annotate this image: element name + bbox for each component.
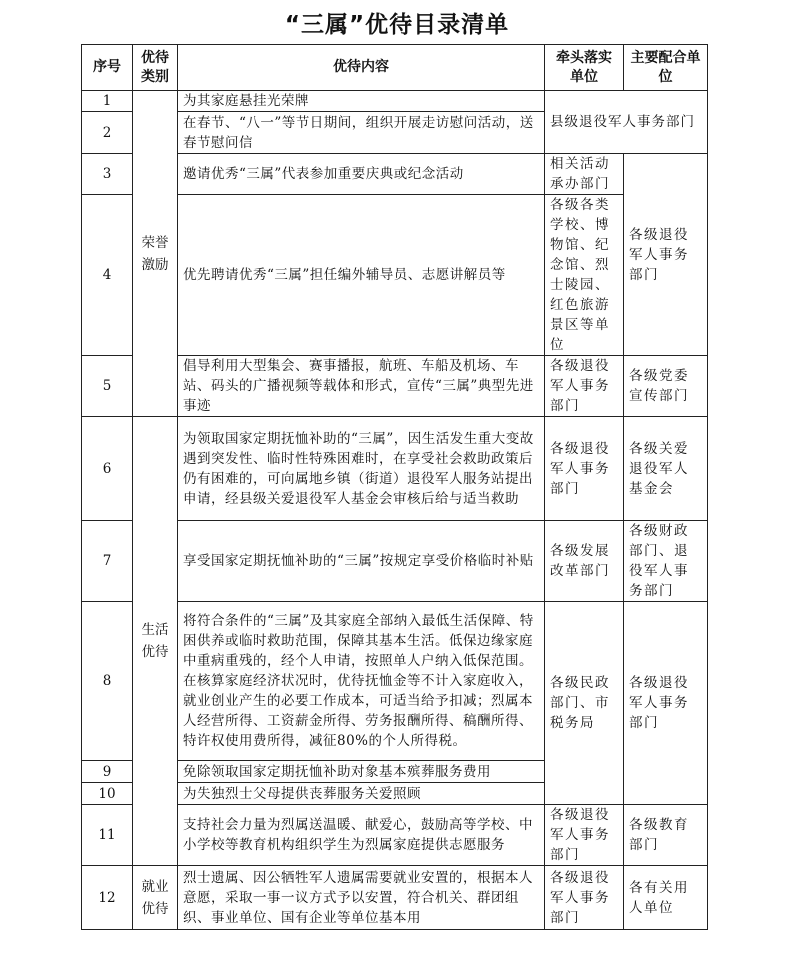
lead-unit: 各级各类学校、博物馆、纪念馆、烈士陵园、红色旅游景区等单位: [545, 195, 624, 356]
coop-unit: 各级教育部门: [624, 805, 708, 866]
table-row: [82, 866, 708, 930]
header-coop-unit: 主要配合单位: [624, 45, 708, 91]
row-num: 5: [82, 356, 133, 417]
row-num: 3: [82, 154, 133, 195]
row-content: 免除领取国家定期抚恤补助对象基本殡葬服务费用: [178, 761, 545, 783]
row-content: 支持社会力量为烈属送温暖、献爱心，鼓励高等学校、中小学校等教育机构组织学生为烈属家庭提供志愿服务: [178, 805, 545, 866]
lead-unit: 县级退役军人事务部门: [545, 91, 708, 154]
row-num: 8: [82, 602, 133, 761]
lead-unit: 各级退役军人事务部门: [545, 417, 624, 521]
coop-unit: 各级财政部门、退役军人事务部门: [624, 521, 708, 602]
lead-unit: 各级发展改革部门: [545, 521, 624, 602]
table-row: [82, 91, 708, 112]
header-num: 序号: [82, 45, 133, 91]
row-num: 9: [82, 761, 133, 783]
coop-unit: 各有关用人单位: [624, 866, 708, 930]
row-num: 4: [82, 195, 133, 356]
benefits-table: [81, 44, 708, 930]
category-honor: 荣誉激励: [133, 91, 178, 417]
row-num: 2: [82, 112, 133, 154]
page-title: “三属”优待目录清单: [284, 12, 510, 38]
coop-unit: 各级退役军人事务部门: [624, 154, 708, 356]
lead-unit: 各级退役军人事务部门: [545, 805, 624, 866]
header-category: 优待类别: [133, 45, 178, 91]
row-content: 烈士遗属、因公牺牲军人遗属需要就业安置的，根据本人意愿，采取一事一议方式予以安置，符合机关、群团组织、事业单位、国有企业等单位基本用: [178, 866, 545, 930]
row-num: 7: [82, 521, 133, 602]
row-content: 优先聘请优秀“三属”担任编外辅导员、志愿讲解员等: [178, 195, 545, 356]
row-num: 1: [82, 91, 133, 112]
header-content: 优待内容: [178, 45, 545, 91]
row-content: 为领取国家定期抚恤补助的“三属”，因生活发生重大变故遇到突发性、临时性特殊困难时，在享受社会救助政策后仍有困难的，可向属地乡镇（街道）退役军人服务站提出申请，经县级关爱退役军人基金会审核后给与适当救助: [178, 417, 545, 521]
row-num: 11: [82, 805, 133, 866]
header-lead-unit: 牵头落实单位: [545, 45, 624, 91]
coop-unit: 各级党委宣传部门: [624, 356, 708, 417]
row-content: 在春节、“八一”等节日期间，组织开展走访慰问活动，送春节慰问信: [178, 112, 545, 154]
lead-unit: 相关活动承办部门: [545, 154, 624, 195]
row-content: 为其家庭悬挂光荣牌: [178, 91, 545, 112]
lead-unit: 各级退役军人事务部门: [545, 866, 624, 930]
row-content: 为失独烈士父母提供丧葬服务关爱照顾: [178, 783, 545, 805]
lead-unit: 各级民政部门、市税务局: [545, 602, 624, 805]
row-num: 12: [82, 866, 133, 930]
row-num: 6: [82, 417, 133, 521]
header-row: [82, 45, 708, 91]
row-num: 10: [82, 783, 133, 805]
coop-unit: 各级退役军人事务部门: [624, 602, 708, 805]
category-life: 生活优待: [133, 417, 178, 866]
category-employment: 就业优待: [133, 866, 178, 930]
row-content: 将符合条件的“三属”及其家庭全部纳入最低生活保障、特困供养或临时救助范围，保障其基本生活。低保边缘家庭中重病重残的，经个人申请，按照单人户纳入低保范围。在核算家庭经济状况时，优待抚恤金等不计入家庭收入，就业创业产生的必要工作成本，可适当给予扣减；烈属本人经营所得、工资薪金所得、劳务报酬所得、稿酬所得、特许权使用费所得，减征80%的个人所得税。: [178, 602, 545, 761]
row-content: 享受国家定期抚恤补助的“三属”按规定享受价格临时补贴: [178, 521, 545, 602]
table-row: [82, 417, 708, 521]
row-content: 倡导利用大型集会、赛事播报，航班、车船及机场、车站、码头的广播视频等载体和形式，宣传“三属”典型先进事迹: [178, 356, 545, 417]
lead-unit: 各级退役军人事务部门: [545, 356, 624, 417]
coop-unit: 各级关爱退役军人基金会: [624, 417, 708, 521]
row-content: 邀请优秀“三属”代表参加重要庆典或纪念活动: [178, 154, 545, 195]
